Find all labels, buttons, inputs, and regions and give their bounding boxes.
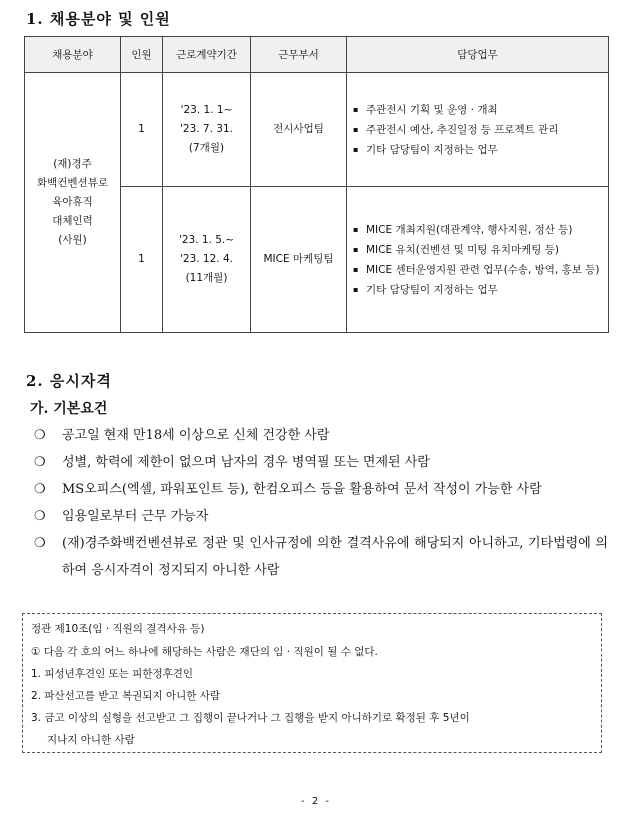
department-cell: 전시사업팀 xyxy=(251,73,347,187)
requirements-list xyxy=(34,422,608,584)
duties-cell xyxy=(347,187,609,333)
field-line: 대체인력 xyxy=(52,215,93,227)
field-cell xyxy=(25,73,121,333)
period-line: (11개월) xyxy=(185,272,228,284)
duty-item: ▪ 기타 담당팀이 지정하는 업무 xyxy=(353,280,607,300)
circle-bullet-icon: ❍ xyxy=(34,509,46,524)
regulation-item: 2. 파산선고를 받고 복권되지 아니한 사람 xyxy=(31,690,220,702)
requirement-text: 성별, 학력에 제한이 없으며 남자의 경우 병역필 또는 면제된 사람 xyxy=(62,455,430,470)
period-line: (7개월) xyxy=(188,142,225,154)
duty-item: ▪ 주관전시 예산, 추진일정 등 프로젝트 관리 xyxy=(353,120,607,140)
count-cell: 1 xyxy=(121,187,163,333)
section-1-title: 1. 채용분야 및 인원 xyxy=(26,10,171,28)
list-item xyxy=(34,476,608,503)
recruitment-table xyxy=(24,36,609,333)
list-item xyxy=(34,422,608,449)
regulation-intro: ① 다음 각 호의 어느 하나에 해당하는 사람은 재단의 임 · 직원이 될 수 없다. xyxy=(31,646,378,658)
period-line: '23. 12. 4. xyxy=(180,253,233,265)
list-item xyxy=(34,449,608,476)
requirement-text: (재)경주화백컨벤션뷰로 정관 및 인사규정에 의한 결격사유에 해당되지 아니하고, 기타법령에 의하여 응시자격이 정지되지 아니한 사람 xyxy=(62,536,608,578)
count-cell: 1 xyxy=(121,73,163,187)
header-department: 근무부서 xyxy=(251,37,347,73)
section-2-title: 2. 응시자격 xyxy=(26,372,112,390)
table-header-row xyxy=(25,37,609,73)
period-line: '23. 1. 1~ xyxy=(180,104,233,116)
field-line: 화백컨벤션뷰로 xyxy=(36,177,108,189)
department-cell: MICE 마케팅팀 xyxy=(251,187,347,333)
header-field: 채용분야 xyxy=(25,37,121,73)
requirement-text: 임용일로부터 근무 가능자 xyxy=(62,509,209,524)
period-line: '23. 7. 31. xyxy=(180,123,233,135)
regulation-item: 1. 피성년후견인 또는 피한정후견인 xyxy=(31,668,194,680)
period-line: '23. 1. 5.~ xyxy=(178,234,235,246)
field-line: (사원) xyxy=(58,234,87,246)
requirement-text: 공고일 현재 만18세 이상으로 신체 건강한 사람 xyxy=(62,428,330,443)
header-count: 인원 xyxy=(121,37,163,73)
subsection-title: 가. 기본요건 xyxy=(30,401,108,417)
circle-bullet-icon: ❍ xyxy=(34,482,46,497)
field-line: (재)경주 xyxy=(53,158,92,170)
duty-item: ▪ MICE 센터운영지원 관련 업무(수송, 방역, 홍보 등) xyxy=(353,260,607,280)
circle-bullet-icon: ❍ xyxy=(34,428,46,443)
table-row xyxy=(25,73,609,187)
regulation-title: 정관 제10조(임 · 직원의 결격사유 등) xyxy=(31,623,205,635)
header-duties: 담당업무 xyxy=(347,37,609,73)
duties-cell xyxy=(347,73,609,187)
duty-item: ▪ MICE 유치(컨벤션 및 미팅 유치마케팅 등) xyxy=(353,240,607,260)
regulation-item: 3. 금고 이상의 실형을 선고받고 그 집행이 끝나거나 그 집행을 받지 아니하기로 확정된 후 5년이 xyxy=(31,712,470,724)
list-item xyxy=(34,530,608,584)
list-item xyxy=(34,503,608,530)
duty-item: ▪ 주관전시 기획 및 운영 · 개최 xyxy=(353,100,607,120)
requirement-text: MS오피스(엑셀, 파워포인트 등), 한컴오피스 등을 활용하여 문서 작성이 가능한 사람 xyxy=(62,482,542,497)
period-cell xyxy=(163,187,251,333)
circle-bullet-icon: ❍ xyxy=(34,536,46,551)
header-period: 근로계약기간 xyxy=(163,37,251,73)
regulation-box xyxy=(22,613,602,753)
period-cell xyxy=(163,73,251,187)
circle-bullet-icon: ❍ xyxy=(34,455,46,470)
field-line: 육아휴직 xyxy=(52,196,93,208)
duty-item: ▪ MICE 개최지원(대관계약, 행사지원, 정산 등) xyxy=(353,220,607,240)
duty-item: ▪ 기타 담당팀이 지정하는 업무 xyxy=(353,140,607,160)
regulation-item-continuation: 지나지 아니한 사람 xyxy=(47,734,135,746)
page-number: - 2 - xyxy=(301,796,331,807)
